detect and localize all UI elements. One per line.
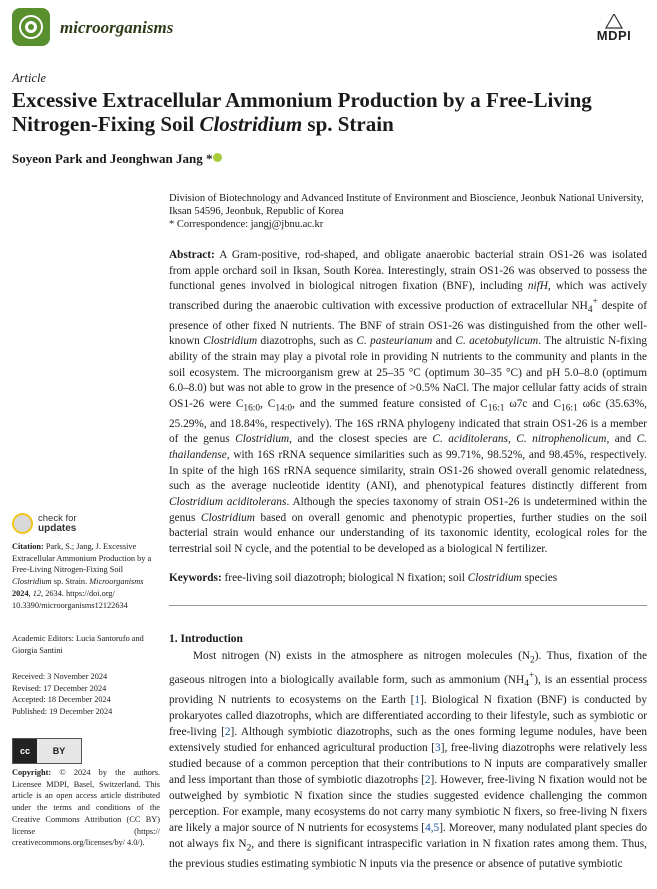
mdpi-logo-text: MDPI — [596, 28, 632, 43]
article-type: Article — [12, 71, 47, 85]
copyright-notice: Copyright: © 2024 by the authors. Licensee MDPI, Basel, Switzerland. This article is an open access article distributed under the terms and conditions of the Creative Commons Attribution (CC BY) license (https:// creativecommons.org/licenses/by/ 4.0/). — [12, 768, 160, 848]
cc-by-license-icon[interactable]: cc BY — [12, 738, 82, 764]
article-title: Excessive Extracellular Ammonium Production by a Free-Living Nitrogen-Fixing Soil Clostridium sp. Strain — [12, 88, 592, 136]
check-for-updates-button[interactable]: check for updates — [12, 513, 77, 534]
reference-link[interactable]: 2 — [424, 773, 431, 786]
check-updates-icon — [12, 513, 33, 534]
abstract: Abstract: A Gram-positive, rod-shaped, and obligate anaerobic bacterial strain OS1-26 was isolated from apple orchard soil in Iksan, South Korea. Interestingly, strain OS1-26 was observed to possess the functional genes involved in biological nitrogen fixation (BNF), including nifH, which was actively transcribed during the anaerobic cultivation with excessive production of extracellular $NH_4^+$ despite of presence of other fixed N nutrients. The BNF of strain OS1-26 was distinguished from the other well-known Clostridium diazotrophs, such as C. pasteurianum and C. acetobutylicum. The altruistic N-fixing ability of the strain may play a pivotal role in providing N nutrients to the community and plants in the soil ecosystem. The microorganism grew at 25–35 °C (optimum 30–35 °C) and pH 5.0–8.0 (optimum 6.0–8.0) but was not able to grow in the presence of >0.5% NaCl. The major cellular fatty acids of strain OS1-26 were $C_{16:0}$, $C_{14:0}$, and the summed feature consisted of $C_{16:1}$ ω7c and $C_{16:1}$ ω6c (35.63%, 25.29%, and 18.84%, respectively). The 16S rRNA phylogeny indicated that strain OS1-26 is a member of the genus Clostridium, and the closest species are C. aciditolerans, C. nitrophenolicum, and C. thailandense, with 16S rRNA sequence similarities such as 99.71%, 98.52%, and 98.45%, respectively. In spite of the high 16S rRNA sequence similarity, strain OS1-26 showed overall genomic relatedness, such as the average nucleotide identity (ANI), and phenotypical features distinctly different from Clostridium aciditolerans. Although the species taxonomy of strain OS1-26 is undetermined within the genus Clostridium based on overall genomic and phenotypic properties, further studies on the soil bacterial strain would enhance our understanding of its taxonomic identity, ecological roles for the terrestrial soil N cycle, and the potential to be developed as a biological N fertilizer. — [169, 249, 647, 556]
author-list[interactable]: Soyeon Park and Jeonghwan Jang * — [12, 151, 222, 167]
doi-link[interactable]: , 2634. https://doi.org/ 10.3390/microorganisms12122634 — [12, 588, 128, 610]
citation-block: Citation: Park, S.; Jang, J. Excessive Extracellular Ammonium Production by a Free-Living Nitrogen-Fixing Soil Clostridium sp. Strain. Microorganisms 2024, 12, 2634. https://doi.org/ 10.3390/microorganisms12122634 — [12, 542, 152, 610]
keywords: Keywords: free-living soil diazotroph; biological N fixation; soil Clostridium species — [169, 572, 558, 584]
journal-name[interactable]: microorganisms — [60, 18, 174, 37]
orcid-icon[interactable] — [213, 153, 222, 162]
intro-paragraph: Most nitrogen (N) exists in the atmosphere as nitrogen molecules $(N_2)$. Thus, fixation of the gaseous nitrogen into a biologically available form, such as ammonium $(NH_4^+)$, is an essential process providing N nutrients to ecosystems on the Earth [1]. Biological N fixation (BNF) is conducted by prokaryotes called diazotrophs, which are differentiated according to their lifestyle, such as symbiotic or free-living [2]. Although symbiotic diazotrophs, such as the ones forming legume nodules, have been extensively studied for enhanced agricultural production [3], free-living diazotrophs were relatively less studied because of a common perception that their contributions to N inputs are comparatively smaller and less important than those of symbiotic diazotrophs [2]. However, free-living N fixation would not be outweighed by symbiotic N fixation since the studies suggested evidence challenging the common perception. For example, many ecosystems do not carry many symbiotic N fixers, so free-living N fixers are likely a major source of N nutrients for ecosystems [4,5]. Moreover, many nodulated plant species do not always fix $N_2$, and there is significant intraspecific variation in N fixation rates among them. Thus, the previous studies estimating symbiotic N inputs via the presence or absence of putative symbiotic — [169, 650, 647, 870]
publication-dates: Received: 3 November 2024 Revised: 17 December 2024 Accepted: 18 December 2024 Published: 19 December 2024 — [12, 672, 113, 717]
mdpi-logo[interactable] — [592, 14, 636, 46]
reference-link[interactable]: 1 — [414, 694, 421, 707]
journal-logo-icon — [12, 8, 50, 46]
reference-link[interactable]: 4,5 — [425, 821, 440, 834]
section-heading: 1. Introduction — [169, 633, 243, 645]
academic-editors: Academic Editors: Lucia Santorufo and Giorgia Santini — [12, 634, 144, 655]
reference-link[interactable]: 2 — [224, 726, 231, 739]
correspondence[interactable]: * Correspondence: jangj@jbnu.ac.kr — [169, 219, 324, 230]
reference-link[interactable]: 3 — [435, 742, 441, 755]
affiliation: Division of Biotechnology and Advanced Institute of Environment and Bioscience, Jeonbuk National University, Iksan 54596, Jeonbuk, Republic of Korea * Correspondence: jangj@jbnu.ac.kr — [169, 192, 647, 231]
section-divider — [169, 605, 647, 606]
